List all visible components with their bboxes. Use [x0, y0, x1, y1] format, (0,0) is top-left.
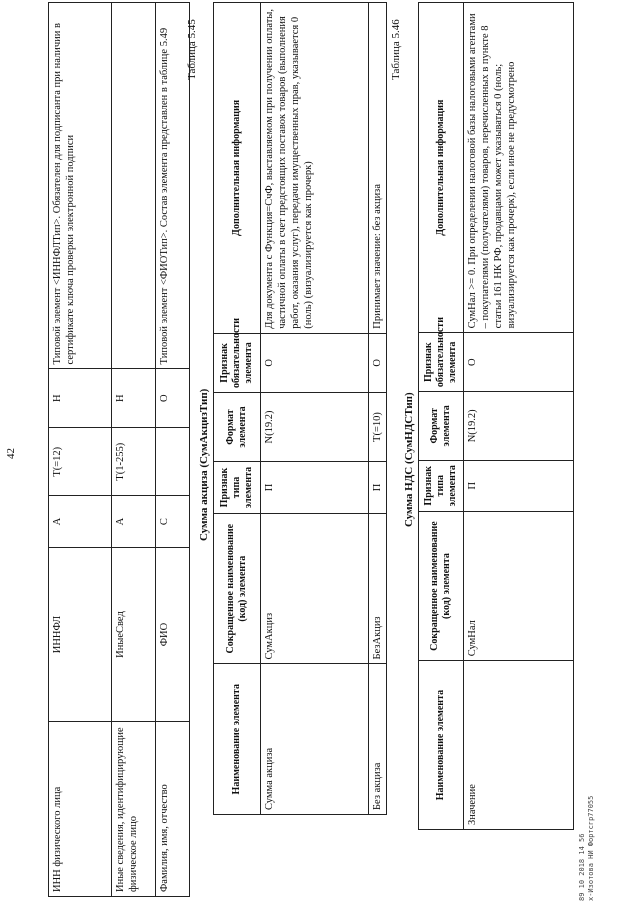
element-type: С — [156, 496, 190, 547]
table-header-row — [214, 3, 261, 815]
element-code: ИННФЛ — [49, 547, 112, 722]
header-name: Наименование элемента — [214, 664, 261, 815]
element-info: Типовой элемент <ФИОТип>. Состав элемента представлен в таблице 5.49 — [156, 3, 190, 369]
table-5-46 — [418, 2, 574, 830]
header-code: Сокращенное наименование (код) элемента — [214, 513, 261, 664]
element-info — [112, 3, 156, 369]
element-name: Сумма акциза — [261, 664, 369, 815]
element-required: О — [369, 333, 387, 392]
element-required: О — [261, 333, 369, 392]
top-table — [48, 2, 190, 897]
element-type: П — [369, 462, 387, 514]
header-type: Признак типа элемента — [214, 462, 261, 514]
element-required: О — [464, 333, 574, 392]
element-info: Для документа с Функция=СчФ, выставляемом при получении оплаты, частичной оплаты в счет предстоящих поставок товаров (выполнения работ, оказания услуг), передачи имущественных прав, указывается 0 (ноль) (визуализируется как прочерк) — [261, 3, 369, 334]
element-required: Н — [49, 369, 112, 428]
element-code: СумНал — [464, 511, 574, 660]
element-type: А — [49, 496, 112, 547]
table-row — [156, 3, 190, 897]
header-format: Формат элемента — [419, 392, 464, 461]
element-format: Т(=12) — [49, 428, 112, 496]
table-row — [112, 3, 156, 897]
stamp-line: 89 10 2018 14 56 — [578, 833, 586, 901]
element-type: П — [464, 460, 574, 511]
header-code: Сокращенное наименование (код) элемента — [419, 511, 464, 660]
element-format: Т(1-255) — [112, 428, 156, 496]
table-row — [464, 3, 574, 830]
table-row — [369, 3, 387, 815]
document-stamp — [578, 796, 596, 901]
element-format: N(19.2) — [464, 392, 574, 461]
header-info: Дополнительная информация — [214, 3, 261, 334]
table-caption: Сумма НДС (СумНДСТип) — [403, 392, 415, 527]
table-header-row — [419, 3, 464, 830]
page-number: 42 — [5, 448, 17, 459]
element-code: ФИО — [156, 547, 190, 722]
element-code: ИныеСвед — [112, 547, 156, 722]
element-required: О — [156, 369, 190, 428]
header-type: Признак типа элемента — [419, 460, 464, 511]
element-name: Значение — [464, 661, 574, 830]
element-code: БезАкциз — [369, 513, 387, 664]
element-type: П — [261, 462, 369, 514]
header-info: Дополнительная информация — [419, 3, 464, 333]
element-required: Н — [112, 369, 156, 428]
element-format: Т(=10) — [369, 392, 387, 461]
table-caption: Сумма акциза (СумАкцизТип) — [198, 388, 210, 541]
element-name: Иные сведения, идентифицирующие физическое лицо — [112, 722, 156, 897]
element-info: Принимает значение: без акциза — [369, 3, 387, 334]
header-name: Наименование элемента — [419, 661, 464, 830]
element-name: ИНН физического лица — [49, 722, 112, 897]
table-5-45 — [213, 2, 387, 815]
element-info: Типовой элемент <ИННФЛТип>. Обязателен для подписанта при наличии в сертификате ключа проверки электронной подписи — [49, 3, 112, 369]
table-label: Таблица 5.46 — [390, 19, 402, 80]
header-required: Признак обязательности элемента — [214, 333, 261, 392]
element-info: СумНал >= 0. При определении налоговой базы налоговыми агентами – покупателями (получателями) товаров, перечисленных в пункте 8 статьи 161 НК РФ, продавцами может указываться 0 (ноль; визуализируется как прочерк), если иное не предусмотрено — [464, 3, 574, 333]
element-name: Фамилия, имя, отчество — [156, 722, 190, 897]
table-row — [49, 3, 112, 897]
header-required: Признак обязательности элемента — [419, 333, 464, 392]
table-label: Таблица 5.45 — [186, 19, 198, 80]
element-format: N(19.2) — [261, 392, 369, 461]
table-row — [261, 3, 369, 815]
stamp-line: х-Изотова НИ Фортсгр77055 — [587, 795, 595, 901]
element-name: Без акциза — [369, 664, 387, 815]
element-type: А — [112, 496, 156, 547]
element-format — [156, 428, 190, 496]
header-format: Формат элемента — [214, 392, 261, 461]
element-code: СумАкциз — [261, 513, 369, 664]
